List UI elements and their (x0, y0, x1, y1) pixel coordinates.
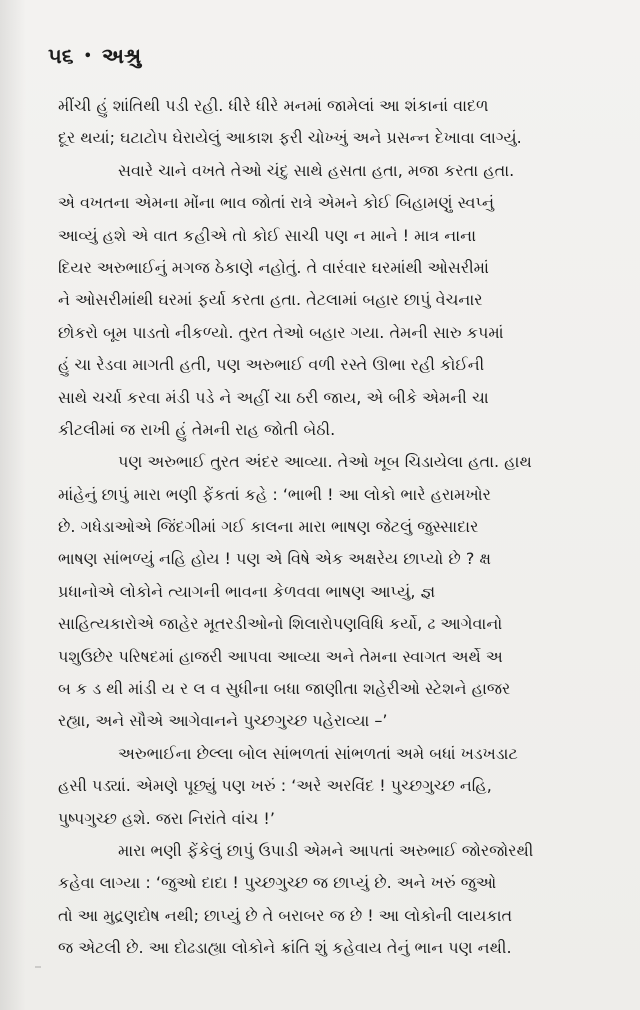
paragraph-start-line: મારા ભણી ફેંકેલું છાપું ઉપાડી એમને આપતાં અરુભાઈ જોરજોરથી (118, 840, 534, 860)
text-line: દૂર થયાં; ઘટાટોપ ઘેરાયેલું આકાશ ફરી ચોખ્ખું અને પ્રસન્ન દેખાવા લાગ્યું. (58, 128, 522, 148)
text-line: પુષ્પગુચ્છ હશે. જરા નિરાંતે વાંચ !’ (58, 808, 275, 828)
text-line: તો આ મુદ્રણદોષ નથી; છાપ્યું છે તે બરાબર જ છે ! આ લોકોની લાયકાત (58, 905, 513, 925)
text-line: રહ્યા, અને સૌએ આગેવાનને પુચ્છગુચ્છ પહેરાવ્યા –’ (58, 711, 388, 731)
text-line: હું ચા રેડવા માગતી હતી, પણ અરુભાઈ વળી રસ્તે ઊભા રહી કોઈની (58, 355, 485, 375)
text-line: હસી પડ્યાં. એમણે પૂછ્યું પણ ખરું : ‘અરે અરવિંદ ! પુચ્છગુચ્છ નહિ, (58, 776, 492, 796)
text-line: માંહેનું છાપું મારા ભણી ફેંકતાં કહે : ‘ભાભી ! આ લોકો ભારે હરામખોર (58, 484, 491, 504)
text-line: કીટલીમાં જ રાખી હું તેમની રાહ જોતી બેઠી. (58, 419, 336, 439)
page-binding-shadow (0, 0, 26, 1010)
paragraph-start-line: અરુભાઈના છેલ્લા બોલ સાંભળતાં સાંભળતાં અમે બધાં ખડખડાટ (118, 743, 518, 763)
text-line: મીંચી હું શાંતિથી પડી રહી. ધીરે ધીરે મનમાં જામેલાં આ શંકાનાં વાદળ (58, 96, 489, 115)
text-line: આવ્યું હશે એ વાત કહીએ તો કોઈ સાચી પણ ન માને ! માત્ર નાના (58, 225, 476, 245)
text-line: જ એટલી છે. આ દોઢડાહ્યા લોકોને ક્રાંતિ શું કહેવાય તેનું ભાન પણ નથી. (58, 938, 512, 958)
text-line: સાહિત્યકારોએ જાહેર મૂતરડીઓનો શિલારોપણવિધિ કર્યો, ઢ આગેવાનો (58, 614, 503, 634)
text-line: ભાષણ સાંભળ્યું નહિ હોય ! પણ એ વિષે એક અક્ષરેય છાપ્યો છે ? ક્ષ (58, 549, 492, 569)
text-line: છોકરો બૂમ પાડતો નીકળ્યો. તુરત તેઓ બહાર ગયા. તેમની સારુ કપમાં (58, 322, 504, 342)
header-separator: • (83, 48, 92, 64)
text-line: એ વખતના એમના મોંના ભાવ જોતાં રાત્રે એમને કોઈ બિહામણું સ્વપ્નું (58, 193, 495, 213)
page-header (48, 38, 141, 74)
paragraph-start-line: પણ અરુભાઈ તુરત અંદર આવ્યા. તેઓ ખૂબ ચિડાયેલા હતા. હાથ (118, 452, 532, 472)
text-line: પશુઉછેર પરિષદમાં હાજરી આપવા આવ્યા અને તેમના સ્વાગત અર્થે અ (58, 646, 503, 666)
text-line: બ ક ડ થી માંડી ય ર લ વ સુધીના બધા જાણીતા શહેરીઓ સ્ટેશને હાજર (58, 679, 511, 699)
text-line: દિયર અરુભાઈનું મગજ ઠેકાણે નહોતું. તે વારંવાર ઘરમાંથી ઓસરીમાં (58, 257, 489, 277)
page-number: ૫૬ (48, 43, 74, 68)
text-line: કહેવા લાગ્યા : ‘જુઓ દાદા ! પુચ્છગુચ્છ જ છાપ્યું છે. અને ખરું જુઓ (58, 873, 497, 893)
text-line: ને ઓસરીમાંથી ઘરમાં ફર્યા કરતા હતા. તેટલામાં બહાર છાપું વેચનાર (58, 290, 483, 310)
text-line: પ્રધાનોએ લોકોને ત્યાગની ભાવના કેળવવા ભાષણ આપ્યું, જ્ઞ (58, 581, 436, 601)
page-mark (35, 966, 41, 968)
book-title: અશ્રુ (101, 43, 142, 68)
text-line: સાથે ચર્ચા કરવા મંડી પડે ને અહીં ચા ઠરી જાય, એ બીકે એમની ચા (58, 387, 489, 407)
text-line: છે. ગધેડાઓએ જિંદગીમાં ગઈ કાલના મારા ભાષણ જેટલું જુસ્સાદાર (58, 517, 479, 537)
page-body (58, 90, 614, 965)
paragraph-start-line: સવારે ચાને વખતે તેઓ ચંદુ સાથે હસતા હતા, મજા કરતા હતા. (118, 160, 515, 180)
